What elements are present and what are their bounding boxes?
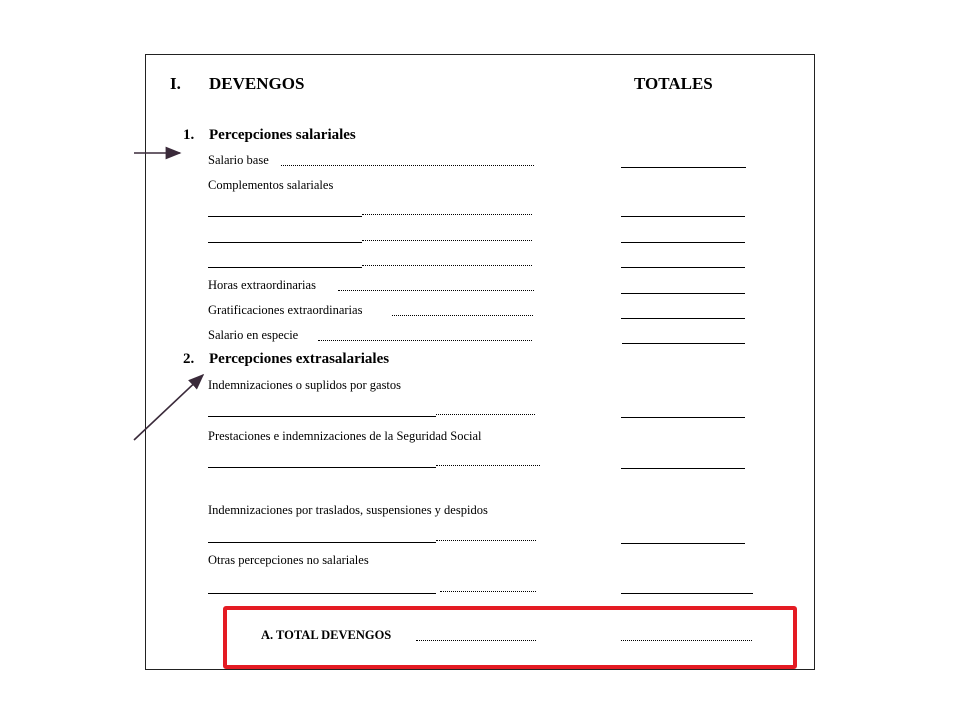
- group1-number: 1.: [183, 127, 195, 143]
- item-traslados: Indemnizaciones por traslados, suspensiones y despidos: [208, 503, 488, 517]
- totals-header: TOTALES: [634, 74, 713, 93]
- arrow-to-extrasalariales: [134, 375, 203, 440]
- group1-title: Percepciones salariales: [209, 127, 356, 143]
- item-indemnizaciones-gastos: Indemnizaciones o suplidos por gastos: [208, 378, 402, 392]
- item-complementos: Complementos salariales: [208, 178, 334, 192]
- item-salario-especie: Salario en especie: [208, 328, 299, 342]
- item-gratificaciones: Gratificaciones extraordinarias: [208, 303, 363, 317]
- section-number: I.: [170, 74, 181, 93]
- item-salario-base: Salario base: [208, 153, 269, 167]
- item-horas-extraordinarias: Horas extraordinarias: [208, 278, 316, 292]
- group2-number: 2.: [183, 351, 195, 367]
- section-title: DEVENGOS: [209, 74, 305, 93]
- total-devengos-label: A. TOTAL DEVENGOS: [261, 628, 392, 642]
- group2-title: Percepciones extrasalariales: [209, 351, 390, 367]
- item-prestaciones: Prestaciones e indemnizaciones de la Seguridad Social: [208, 429, 482, 443]
- item-otras-percepciones: Otras percepciones no salariales: [208, 553, 369, 567]
